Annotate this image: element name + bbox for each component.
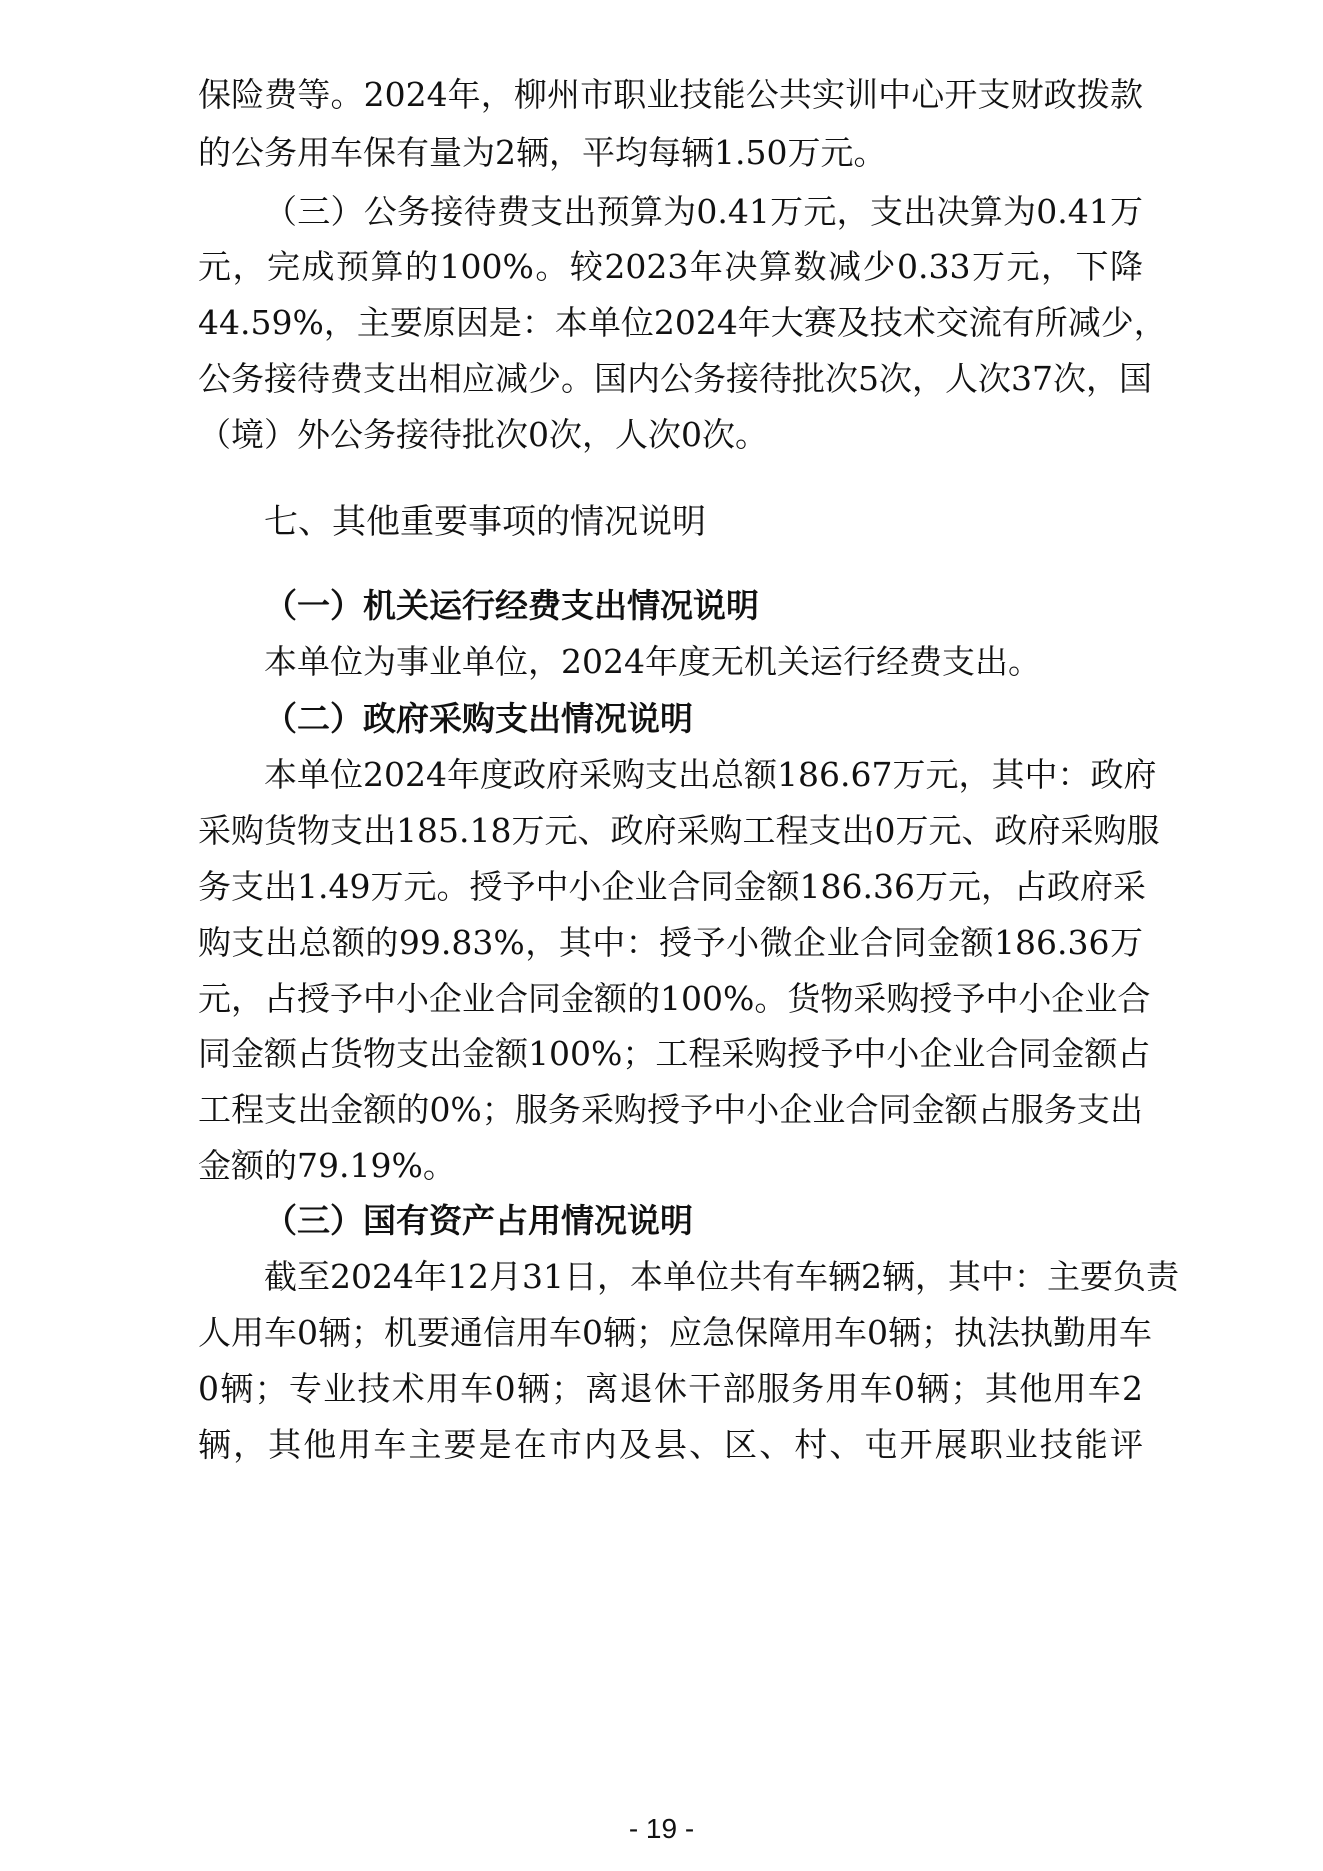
paragraph-line: 元，完成预算的100%。较2023年决算数减少0.33万元，下降 (198, 247, 1143, 286)
paragraph-line: 44.59%，主要原因是：本单位2024年大赛及技术交流有所减少， (198, 303, 1167, 342)
paragraph-line: 务支出1.49万元。授予中小企业合同金额186.36万元，占政府采 (198, 867, 1146, 906)
paragraph-line: 人用车0辆；机要通信用车0辆；应急保障用车0辆；执法执勤用车 (198, 1313, 1152, 1352)
paragraph-line: 工程支出金额的0%；服务采购授予中小企业合同金额占服务支出 (198, 1090, 1143, 1129)
paragraph-line: （三）公务接待费支出预算为0.41万元，支出决算为0.41万 (264, 192, 1143, 231)
paragraph-line: 元，占授予中小企业合同金额的100%。货物采购授予中小企业合 (198, 979, 1151, 1018)
paragraph-line: 采购货物支出185.18万元、政府采购工程支出0万元、政府采购服 (198, 811, 1160, 850)
paragraph-line: 本单位为事业单位，2024年度无机关运行经费支出。 (264, 642, 1041, 681)
paragraph-line: 截至2024年12月31日，本单位共有车辆2辆，其中：主要负责 (264, 1257, 1179, 1296)
page-number: - 19 - (628, 1813, 695, 1844)
paragraph-line: 本单位2024年度政府采购支出总额186.67万元，其中：政府 (264, 755, 1157, 794)
paragraph-line: 保险费等。2024年，柳州市职业技能公共实训中心开支财政拨款 (198, 75, 1143, 114)
paragraph-line: 辆，其他用车主要是在市内及县、区、村、屯开展职业技能评 (198, 1425, 1143, 1464)
subsection-heading: （一）机关运行经费支出情况说明 (264, 586, 759, 625)
paragraph-line: 的公务用车保有量为2辆，平均每辆1.50万元。 (198, 133, 887, 172)
subsection-heading: （二）政府采购支出情况说明 (264, 699, 693, 738)
paragraph-line: 0辆；专业技术用车0辆；离退休干部服务用车0辆；其他用车2 (198, 1369, 1143, 1408)
section-heading: 七、其他重要事项的情况说明 (264, 502, 706, 542)
paragraph-line: 公务接待费支出相应减少。国内公务接待批次5次，人次37次，国 (198, 359, 1152, 398)
paragraph-line: （境）外公务接待批次0次，人次0次。 (198, 415, 768, 454)
paragraph-line: 金额的79.19%。 (198, 1146, 456, 1185)
subsection-heading: （三）国有资产占用情况说明 (264, 1201, 693, 1240)
paragraph-line: 购支出总额的99.83%，其中：授予小微企业合同金额186.36万 (198, 923, 1143, 962)
paragraph-line: 同金额占货物支出金额100%；工程采购授予中小企业合同金额占 (198, 1034, 1151, 1073)
